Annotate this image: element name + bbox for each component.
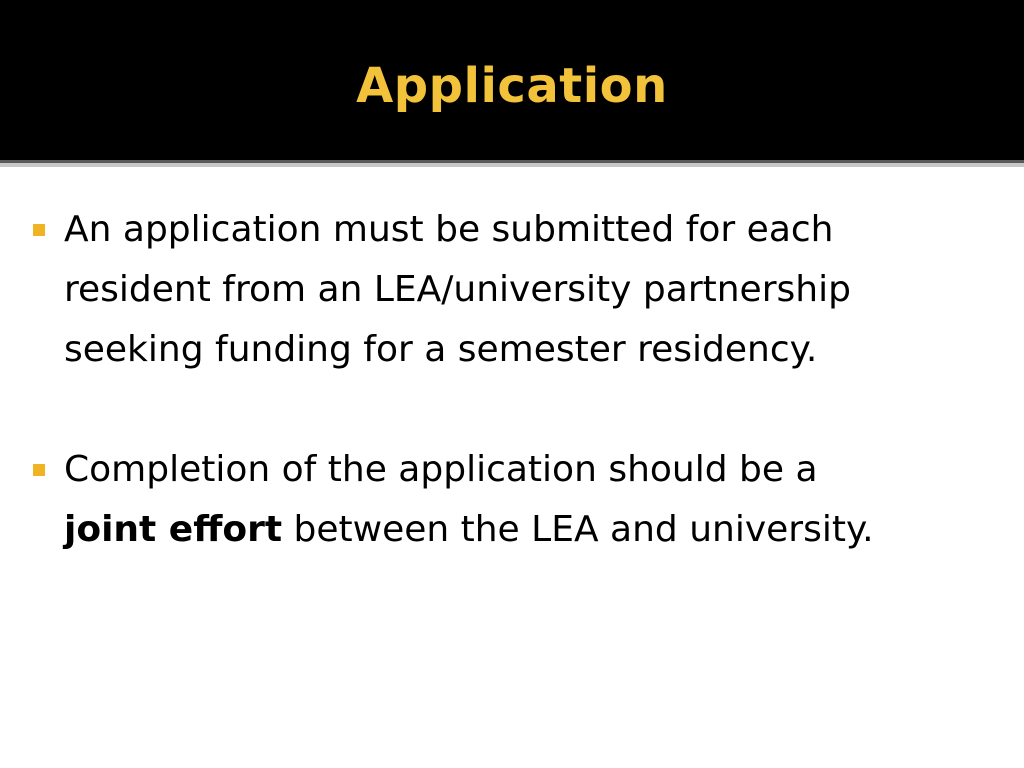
title-divider-light — [0, 163, 1024, 167]
slide-title: Application — [356, 58, 668, 114]
bullet-line: An application must be submitted for each — [64, 209, 834, 250]
bullet-list — [0, 200, 1024, 560]
bullet-item — [0, 440, 1024, 560]
bullet-text: between the LEA and university. — [282, 509, 874, 550]
bullet-line: seeking funding for a semester residency. — [64, 329, 818, 370]
title-band — [0, 0, 1024, 160]
bullet-emphasis: joint effort — [64, 509, 283, 550]
square-bullet-icon — [33, 224, 45, 236]
bullet-line: resident from an LEA/university partnership — [64, 269, 851, 310]
bullet-line — [64, 500, 1004, 560]
bullet-item — [0, 200, 1024, 380]
bullet-line: Completion of the application should be a — [64, 449, 818, 490]
square-bullet-icon — [33, 464, 45, 476]
